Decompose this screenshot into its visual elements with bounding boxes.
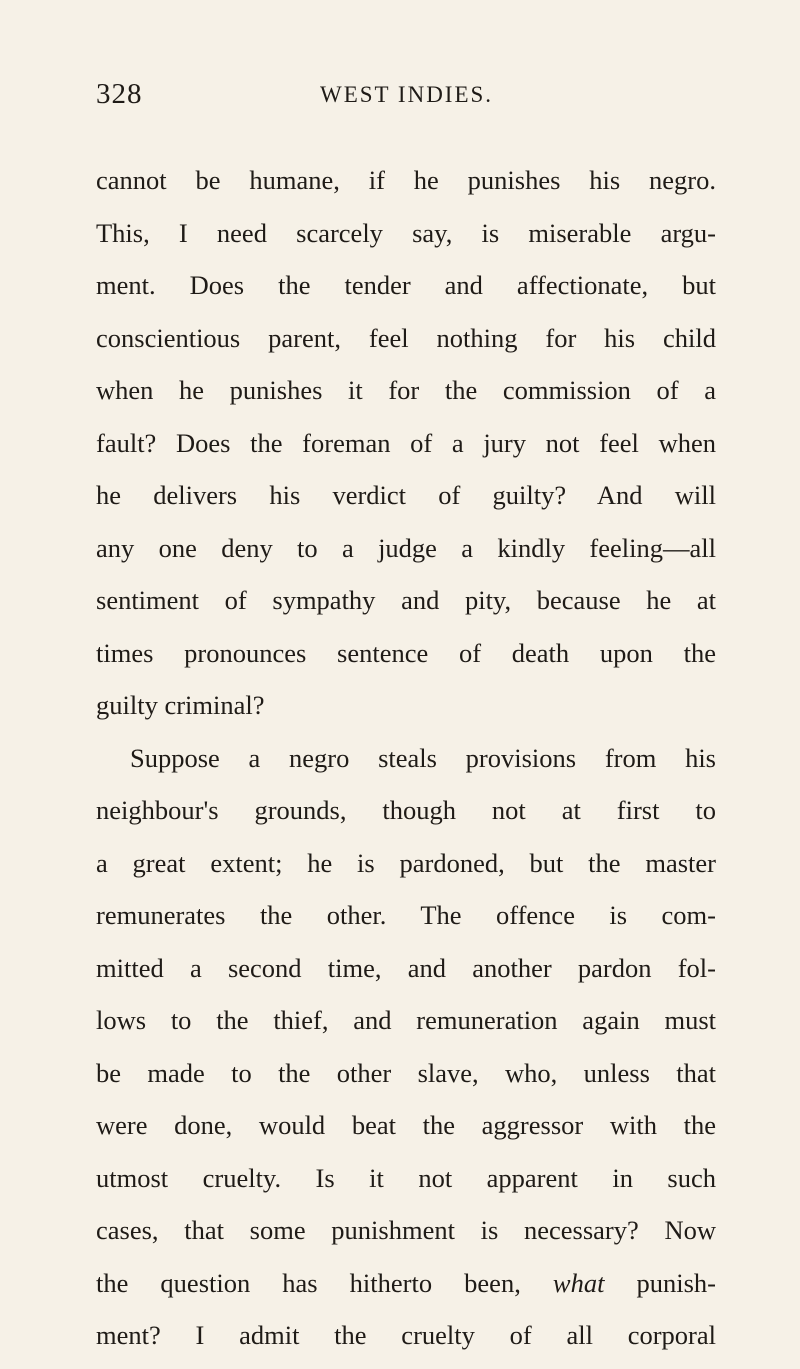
text-line: This, I need scarcely say, is miserable argu-	[96, 217, 716, 248]
text-line: be made to the other slave, who, unless that	[96, 1057, 716, 1088]
italic-word: what	[552, 1267, 605, 1298]
text-line	[96, 1257, 716, 1310]
text-line: neighbour's grounds, though not at first to	[96, 795, 716, 825]
text-line: ment. Does the tender and affectionate, but	[96, 270, 716, 300]
text-line: guilty criminal?	[96, 690, 265, 720]
text-line: Suppose a negro steals provisions from his	[130, 742, 716, 773]
page-number: 328	[96, 78, 143, 110]
page-header	[96, 78, 716, 118]
running-head: WEST INDIES.	[320, 82, 494, 107]
text-line: conscientious parent, feel nothing for his child	[96, 322, 716, 353]
text-line: mitted a second time, and another pardon fol-	[96, 952, 716, 983]
text-line: fault? Does the foreman of a jury not feel when	[96, 427, 716, 458]
text-line: times pronounces sentence of death upon the	[96, 637, 716, 668]
text-line: any one deny to a judge a kindly feeling—all	[96, 532, 716, 563]
text-line: a great extent; he is pardoned, but the master	[96, 847, 716, 878]
text-line: when he punishes it for the commission of a	[96, 375, 716, 405]
text-line: sentiment of sympathy and pity, because he at	[96, 585, 716, 615]
text-line: ment? I admit the cruelty of all corporal	[96, 1320, 716, 1350]
body-text	[96, 154, 716, 1362]
text-line: lows to the thief, and remuneration again must	[96, 1005, 716, 1035]
text-line: cannot be humane, if he punishes his negro.	[96, 165, 716, 195]
text-line: were done, would beat the aggressor with the	[96, 1110, 716, 1140]
text-line: he delivers his verdict of guilty? And will	[96, 480, 716, 510]
text-run: the question has hitherto been,	[96, 1267, 553, 1298]
text-run: punish-	[604, 1267, 716, 1298]
text-line: cases, that some punishment is necessary? Now	[96, 1215, 716, 1245]
text-line: remunerates the other. The offence is com-	[96, 900, 716, 930]
text-line: utmost cruelty. Is it not apparent in such	[96, 1162, 716, 1193]
